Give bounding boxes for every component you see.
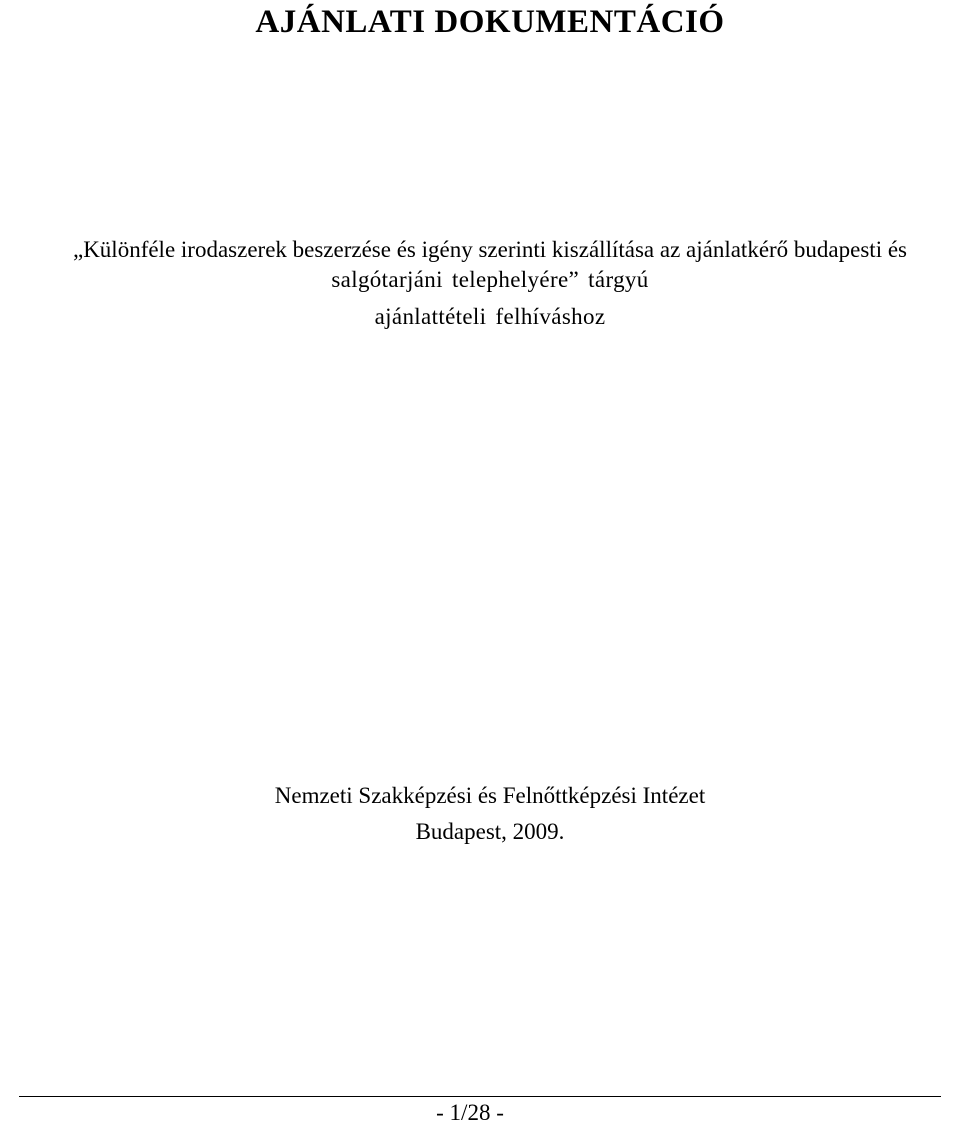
organization-name: Nemzeti Szakképzési és Felnőttképzési Intézet bbox=[274, 783, 706, 808]
place-and-date: Budapest, 2009. bbox=[415, 819, 565, 844]
footer-divider bbox=[19, 1096, 941, 1097]
subject-line-2: salgótarjáni telephelyére” tárgyú bbox=[331, 267, 649, 292]
subject-line-1: „Különféle irodaszerek beszerzése és igény szerinti kiszállítása az ajánlatkérő budapesti és bbox=[72, 237, 907, 262]
document-title: AJÁNLATI DOKUMENTÁCIÓ bbox=[255, 4, 725, 40]
subject-line-3: ajánlattételi felhíváshoz bbox=[374, 304, 606, 329]
page-number: - 1/28 - bbox=[436, 1100, 504, 1125]
